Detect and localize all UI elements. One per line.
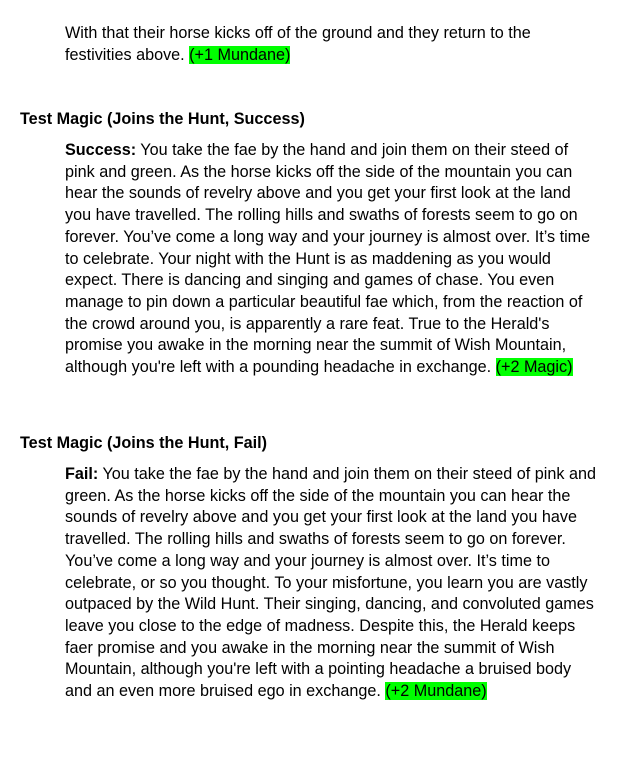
fail-label: Fail: xyxy=(65,465,99,483)
success-heading: Test Magic (Joins the Hunt, Success) xyxy=(20,110,305,128)
success-text: You take the fae by the hand and join them on their steed of pink and green. As the horse kicks off the side of the mountain you can hear the sounds of revelry above and you get your first look at the land you have travelled. The rolling hills and swaths of forests seem to go on forever. You’ve come a long way and your journey is almost over. It’s time to celebrate. Your night with the Hunt is as maddening as you would expect. There is dancing and singing and games of chase. You even manage to pin down a particular beautiful fae which, from the reaction of the crowd around you, is apparently a rare feat. True to the Herald's promise you awake in the morning near the summit of Wish Mountain, although you're left with a pounding headache in exchange. xyxy=(65,141,591,377)
fail-text: You take the fae by the hand and join them on their steed of pink and green. As the horse kicks off the side of the mountain you can hear the sounds of revelry above and you get your first look at the land you have travelled. The rolling hills and swaths of forests seem to go on forever. You’ve come a long way and your journey is almost over. It’s time to celebrate, or so you thought. To your misfortune, you learn you are vastly outpaced by the Wild Hunt. Their singing, dancing, and convoluted games leave you close to the edge of madness. Despite this, the Herald keeps faer promise and you awake in the morning near the summit of Wish Mountain, although you're left with a pointing headache a bruised body and an even more bruised ego in exchange. xyxy=(65,465,596,701)
fail-reward-tag: (+2 Mundane) xyxy=(385,682,487,701)
intro-paragraph xyxy=(65,23,600,66)
success-paragraph xyxy=(65,140,600,379)
intro-reward-tag: (+1 Mundane) xyxy=(189,45,291,64)
fail-heading: Test Magic (Joins the Hunt, Fail) xyxy=(20,434,268,452)
fail-paragraph xyxy=(65,464,600,703)
success-label: Success: xyxy=(65,141,137,159)
intro-text: With that their horse kicks off of the ground and they return to the festivities above. xyxy=(65,24,531,64)
success-reward-tag: (+2 Magic) xyxy=(495,358,573,377)
